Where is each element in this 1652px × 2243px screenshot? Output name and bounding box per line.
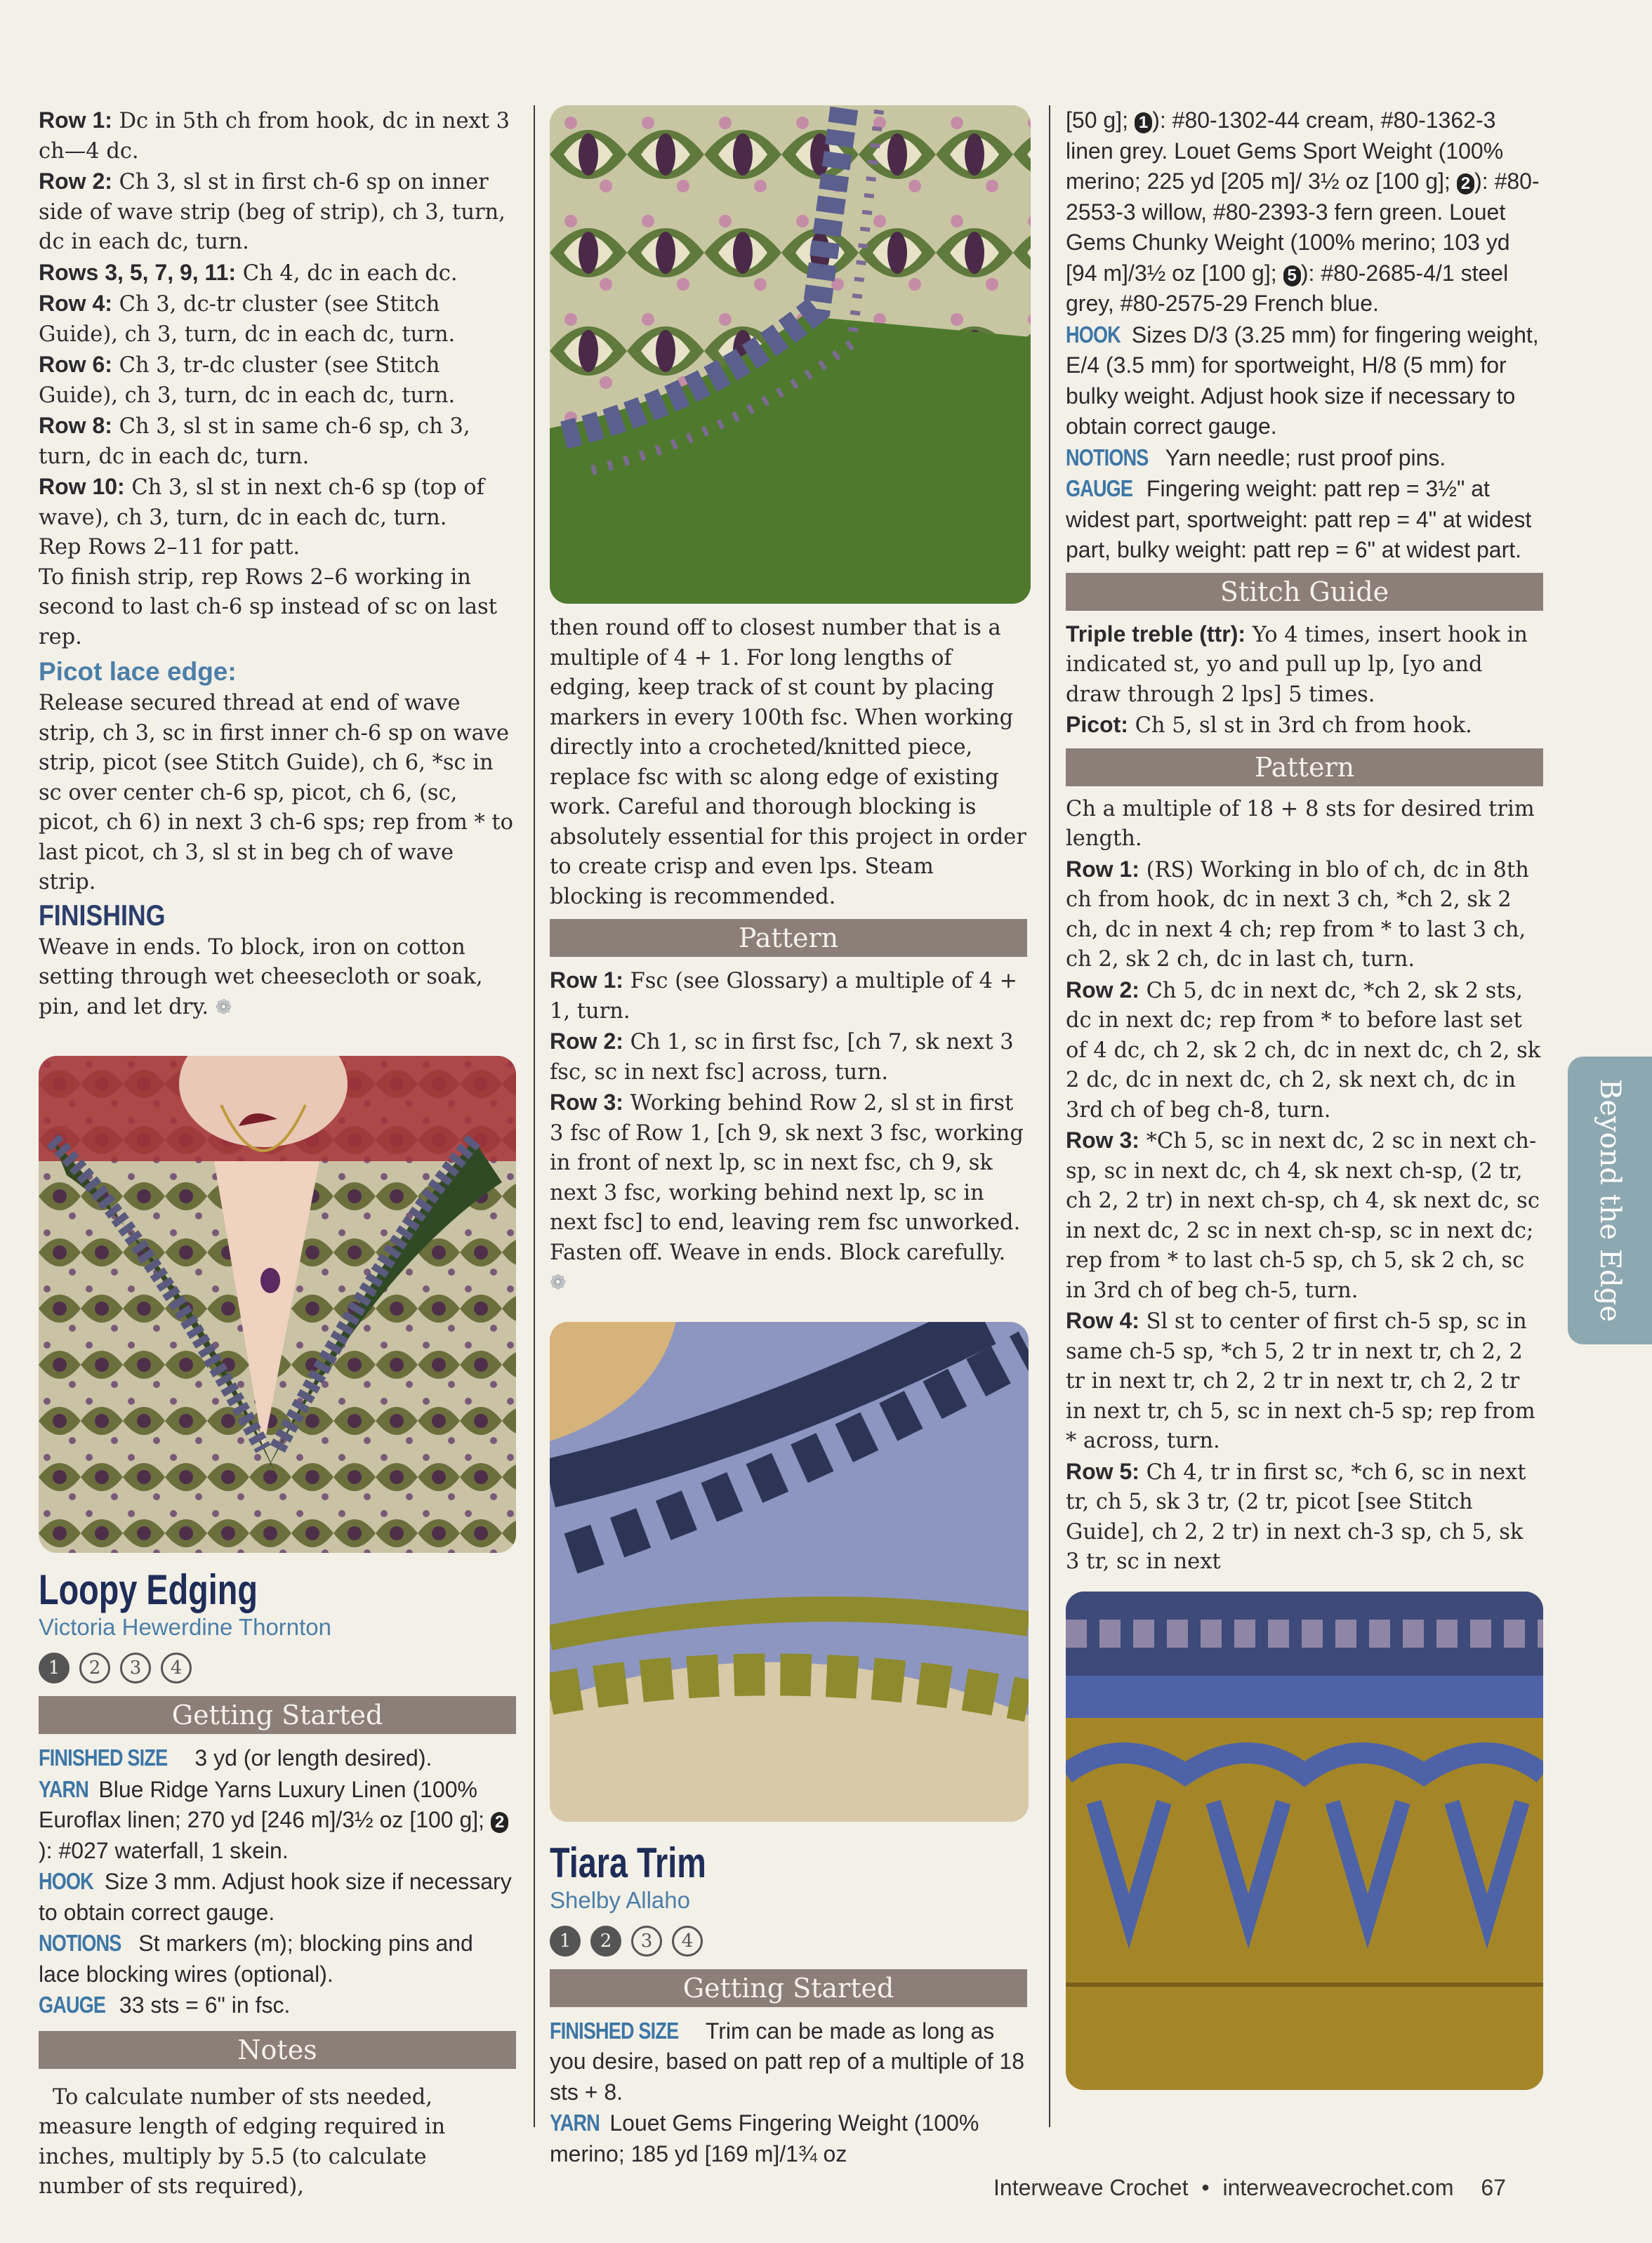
project-title-loopy: Loopy Edging: [39, 1566, 258, 1613]
row-4: Row 4: Ch 3, dc-tr cluster (see Stitch Guide), ch 3, turn, dc in each dc, turn.: [39, 291, 456, 347]
yarn-weight-icon: 5: [1283, 265, 1301, 286]
column-2: [550, 105, 1027, 2169]
side-tab-label: Beyond the Edge: [1594, 1078, 1626, 1323]
finished-size: FINISHED SIZE 3 yd (or length desired).: [39, 1745, 432, 1771]
column-divider-2: [1049, 105, 1050, 2127]
stitch-picot: Picot: Ch 5, sl st in 3rd ch from hook.: [1066, 712, 1472, 738]
footer-magazine: Interweave Crochet: [993, 2175, 1189, 2200]
finishing-heading: FINISHING: [39, 898, 166, 932]
getting-started-heading-tiara: Getting Started: [550, 1969, 1027, 2007]
row-6: Row 6: Ch 3, tr-dc cluster (see Stitch Guide), ch 3, turn, dc in each dc, turn.: [39, 352, 456, 408]
loopy-edging-image: [39, 1056, 516, 1553]
pattern-intro: Ch a multiple of 18 + 8 sts for desired trim length.: [1066, 796, 1535, 851]
skill-level-3-icon: 3: [631, 1926, 662, 1957]
column-3: [1066, 105, 1543, 2090]
skill-level-1-icon: 1: [550, 1926, 581, 1957]
skill-level-2-icon: 2: [590, 1926, 621, 1957]
row-10: Row 10: Ch 3, sl st in next ch-6 sp (top of wave), ch 3, turn, dc in each dc, turn.: [39, 474, 484, 530]
notions-info: NOTIONS St markers (m); blocking pins and lace blocking wires (optional).: [39, 1930, 473, 1987]
fasten-off-text: Fasten off. Weave in ends. Block carefully. ❁: [550, 1240, 1006, 1294]
tiara-detail-photo: [1066, 1592, 1543, 2090]
tiara-yarn: YARN Louet Gems Fingering Weight (100% merino; 185 yd [169 m]/1¾ oz: [550, 2110, 979, 2166]
loopy-pattern-row-3: Row 3: Working behind Row 2, sl st in first 3 fsc of Row 1, [ch 9, sk next 3 fsc, working in front of next lp, sc in next fsc, ch 9, sk next 3 fsc, working behind next lp, sc in next fsc] to end, leaving rem fsc unworked.: [550, 1090, 1024, 1235]
getting-started-heading: Getting Started: [39, 1696, 516, 1734]
section-side-tab: [1568, 1057, 1652, 1344]
author-tiara: Shelby Allaho: [550, 1886, 690, 1913]
column-1: [39, 105, 516, 2202]
loopy-rows: [39, 105, 516, 652]
skill-level-4-icon: 4: [672, 1926, 703, 1957]
tiara-hook: HOOK Sizes D/3 (3.25 mm) for fingering weight, E/4 (3.5 mm) for sportweight, H/8 (5 mm) for bulky weight. Adjust hook size if necessary to obtain correct gauge.: [1066, 321, 1539, 439]
skill-level-1-icon: 1: [39, 1653, 70, 1683]
author-loopy: Victoria Hewerdine Thornton: [39, 1614, 332, 1640]
tiara-row-2: Row 2: Ch 5, dc in next dc, *ch 2, sk 2 sts, dc in next dc; rep from * to before last set of 4 dc, ch 2, sk 2 ch, dc in next dc, ch 2, sk 2 dc, dc in next dc, ch 2, sk next ch, dc in 3rd ch of beg ch-8, turn.: [1066, 977, 1541, 1123]
tiara-row-5: Row 5: Ch 4, tr in first sc, *ch 6, sc in next tr, ch 5, sk 3 tr, (2 tr, picot [see Stitch Guide], ch 2, 2 tr) in next ch-3 sp, ch 5, sk 3 tr, sc in next: [1066, 1458, 1526, 1574]
tiara-yarn-continued: [50 g]; 1 ): #80-1302-44 cream, #80-1362-3 linen grey. Louet Gems Sport Weight (100% merino; 225 yd [205 m]/ 3½ oz [100 g]; 2 ): #80-2553-3 willow, #80-2393-3 fern green. Louet Gems Chunky Weight (100% merino; 103 yd [94 m]/3½ oz [100 g]; 5 ): #80-2685-4/1 steel grey, #80-2575-29 French blue.: [1066, 107, 1540, 316]
pattern-heading-tiara: Pattern: [1066, 748, 1543, 786]
skill-level-4-icon: 4: [161, 1653, 192, 1683]
pattern-heading-loopy: Pattern: [550, 919, 1027, 957]
yarn-weight-icon: 1: [1135, 112, 1152, 133]
page-number: 67: [1481, 2175, 1506, 2200]
page-footer: [993, 2175, 1506, 2201]
row-8: Row 8: Ch 3, sl st in same ch-6 sp, ch 3, turn, dc in each dc, turn.: [39, 413, 470, 469]
skill-level-3-icon: 3: [120, 1653, 151, 1683]
column-divider-1: [534, 105, 535, 2127]
tiara-notions: NOTIONS Yarn needle; rust proof pins.: [1066, 444, 1446, 470]
yarn-weight-icon: 2: [1457, 173, 1474, 194]
skill-level-2-icon: 2: [79, 1653, 110, 1683]
project-title-tiara: Tiara Trim: [550, 1839, 706, 1886]
loopy-edging-photo: [39, 1056, 516, 1553]
notes-continued: then round off to closest number that is a multiple of 4 + 1. For long lengths of edging, keep track of st count by placing markers in every 100th fsc. When working directly into a crocheted/knitted piece, replace fsc with sc along edge of existing work. Careful and thorough blocking is absolutely essential for this project in order to create crisp and even lps. Steam blocking is recommended.: [550, 616, 1026, 909]
notes-text: To calculate number of sts needed, measure length of edging required in inches, multiply by 5.5 (to calculate number of sts required),: [39, 2084, 446, 2199]
loopy-pattern-row-1: Row 1: Fsc (see Glossary) a multiple of 4 + 1, turn.: [550, 967, 1018, 1024]
repeat-text: Rep Rows 2–11 for patt.: [39, 535, 300, 560]
end-flower-icon: ❁: [215, 995, 232, 1019]
tiara-row-1: Row 1: (RS) Working in blo of ch, dc in 8th ch from hook, dc in next 3 ch, *ch 2, sk 2 ch, dc in next 4 ch; rep from * to last 3 ch, ch 2, sk 2 ch, dc in last ch, turn.: [1066, 856, 1529, 972]
tiara-trim-photo: [550, 1322, 1029, 1822]
tiara-finished-size: FINISHED SIZE Trim can be made as long as you desire, based on patt rep of a multiple of 18 sts + 8.: [550, 2017, 1024, 2105]
finishing-text: Weave in ends. To block, iron on cotton setting through wet cheesecloth or soak, pin, and let dry. ❁: [39, 934, 483, 1019]
yarn-info: YARN Blue Ridge Yarns Luxury Linen (100% Euroflax linen; 270 yd [246 m]/3½ oz [100 g]; 2): #027 waterfall, 1 skein.: [39, 1774, 516, 1867]
loopy-pattern-row-2: Row 2: Ch 1, sc in first fsc, [ch 7, sk next 3 fsc, sc in next fsc] across, turn.: [550, 1028, 1014, 1085]
tiara-detail-image: [1066, 1592, 1543, 2090]
end-flower-icon: ❁: [550, 1271, 567, 1294]
tiara-row-3: Row 3: *Ch 5, sc in next dc, 2 sc in next ch-sp, sc in next dc, ch 4, sk next ch-sp, (2 tr, ch 2, 2 tr) in next ch-sp, ch 4, sk next dc, sc in next dc, 2 sc in next ch-sp, sc in next dc; rep from * to last ch-5 sp, ch 5, sk 2 ch, sc in 3rd ch of beg ch-5, turn.: [1066, 1127, 1540, 1303]
gauge-info: GAUGE 33 sts = 6" in fsc.: [39, 1992, 291, 2018]
footer-url: interweavecrochet.com: [1222, 2175, 1454, 2200]
loopy-detail-photo: [550, 105, 1031, 604]
tiara-trim-image: [550, 1322, 1029, 1822]
finish-strip-text: To finish strip, rep Rows 2–6 working in second to last ch-6 sp instead of sc on last rep.: [39, 564, 497, 649]
skill-levels-loopy: [39, 1653, 516, 1683]
skill-levels-tiara: [550, 1926, 1027, 1957]
tiara-row-4: Row 4: Sl st to center of first ch-5 sp, sc in same ch-5 sp, *ch 5, 2 tr in next tr, ch 2, 2 tr in next tr, ch 2, 2 tr in next tr, ch 2, 2 tr in next tr, ch 5, sc in next ch-5 sp; rep from * across, turn.: [1066, 1308, 1535, 1453]
notes-heading: Notes: [39, 2031, 516, 2069]
picot-lace-text: Release secured thread at end of wave strip, ch 3, sc in first inner ch-6 sp on wave strip, picot (see Stitch Guide), ch 6, *sc in sc over center ch-6 sp, picot, ch 6, (sc, picot, ch 6) in next 3 ch-6 sps; rep from * to last picot, ch 3, sl st in beg ch of wave strip.: [39, 691, 514, 894]
yarn-weight-icon: 2: [491, 1812, 508, 1833]
footer-bullet: •: [1201, 2175, 1210, 2200]
rows-odd: Rows 3, 5, 7, 9, 11: Ch 4, dc in each dc.: [39, 259, 458, 286]
row-1: Row 1: Dc in 5th ch from hook, dc in next 3 ch—4 dc.: [39, 107, 510, 164]
tiara-gauge: GAUGE Fingering weight: patt rep = 3½" at widest part, sportweight: patt rep = 4" at widest part, bulky weight: patt rep = 6" at widest part.: [1066, 475, 1532, 562]
loopy-detail-image: [550, 105, 1031, 604]
stitch-guide-heading: Stitch Guide: [1066, 573, 1543, 611]
hook-info: HOOK Size 3 mm. Adjust hook size if necessary to obtain correct gauge.: [39, 1868, 512, 1925]
row-2: Row 2: Ch 3, sl st in first ch-6 sp on inner side of wave strip (beg of strip), ch 3, turn, dc in each dc, turn.: [39, 168, 505, 254]
picot-lace-heading: Picot lace edge:: [39, 657, 237, 686]
stitch-ttr: Triple treble (ttr): Yo 4 times, insert hook in indicated st, yo and pull up lp, [yo and draw through 2 lps] 5 times.: [1066, 621, 1528, 707]
